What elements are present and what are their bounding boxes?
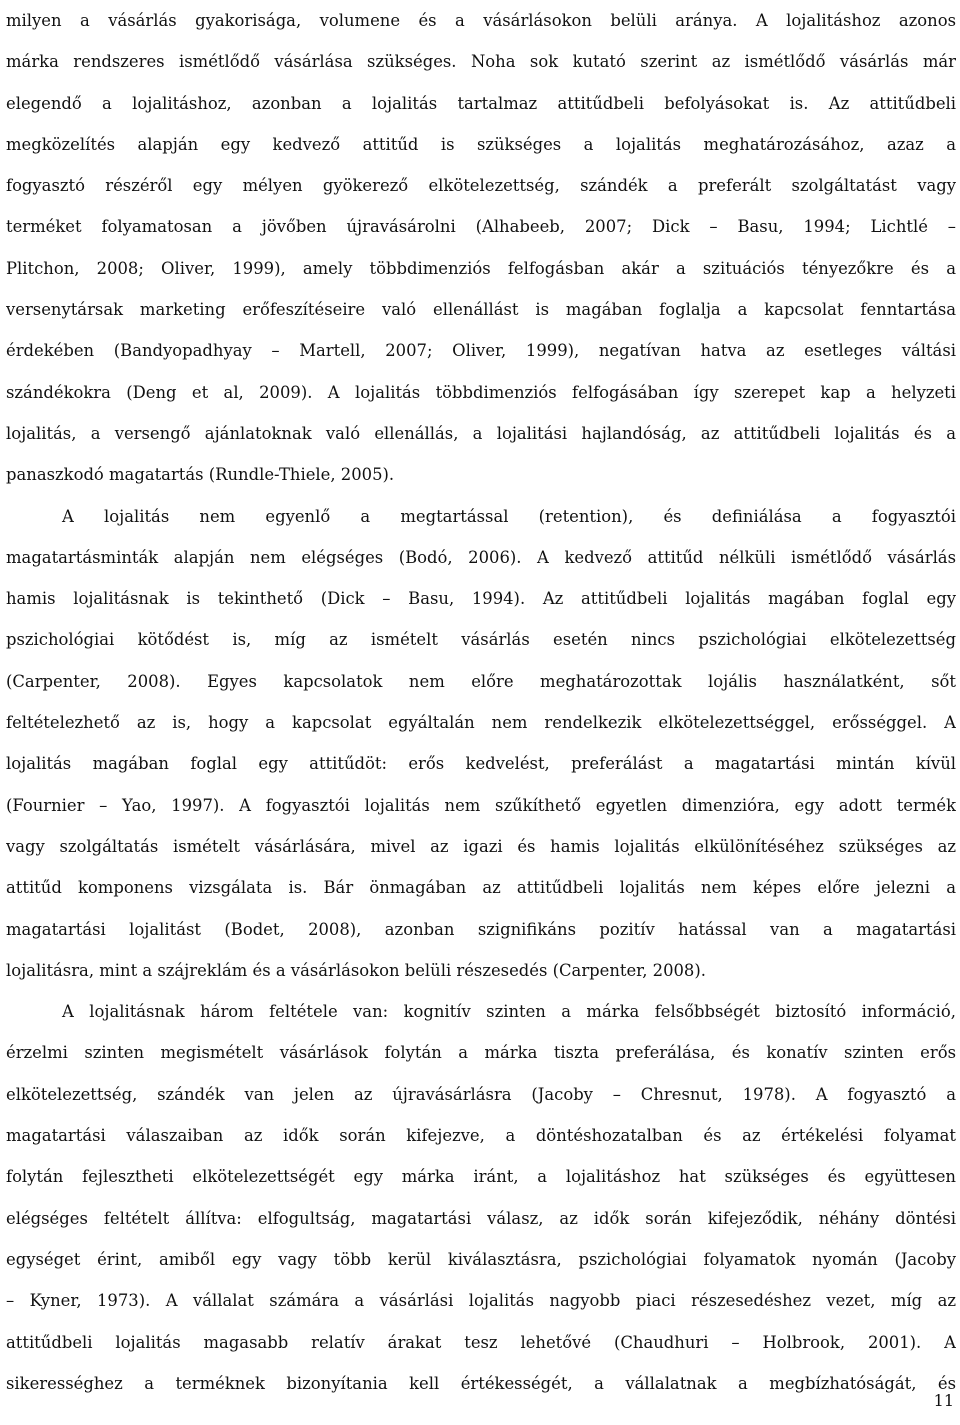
text-line: elégséges feltételt állítva: elfogultság, magatartási válasz, az idők során kifejeződik, néhány döntési: [6, 1208, 956, 1228]
text-line: érzelmi szinten megismételt vásárlások folytán a márka tiszta preferálása, és konatív szinten erős: [6, 1043, 956, 1063]
text-line: attitűd komponens vizsgálata is. Bár önmagában az attitűdbeli lojalitás nem képes előre jelezni a: [6, 878, 956, 898]
text-line: fogyasztó részéről egy mélyen gyökerező elkötelezettség, szándék a preferált szolgáltatást vagy: [6, 176, 956, 196]
text-line: magatartási lojalitást (Bodet, 2008), azonban szignifikáns pozitív hatással van a magatartási: [6, 919, 956, 939]
text-line: (Carpenter, 2008). Egyes kapcsolatok nem előre meghatározottak lojális használatként, sőt: [6, 671, 956, 691]
text-line: panaszkodó magatartás (Rundle-Thiele, 2005).: [6, 465, 395, 485]
text-line: lojalitásra, mint a szájreklám és a vásárlásokon belüli részesedés (Carpenter, 2008).: [6, 960, 706, 980]
page-number: 11: [933, 1391, 954, 1410]
text-line: magatartásminták alapján nem elégséges (Bodó, 2006). A kedvező attitűd nélküli ismétlődő vásárlás: [6, 547, 956, 567]
text-line: hamis lojalitásnak is tekinthető (Dick – Basu, 1994). Az attitűdbeli lojalitás magában foglal egy: [6, 589, 956, 609]
text-line: (Fournier – Yao, 1997). A fogyasztói lojalitás nem szűkíthető egyetlen dimenzióra, egy adott termék: [6, 795, 956, 815]
text-line: márka rendszeres ismétlődő vásárlása szükséges. Noha sok kutató szerint az ismétlődő vásárlás már: [6, 52, 956, 72]
text-line: szándékokra (Deng et al, 2009). A lojalitás többdimenziós felfogásában így szerepet kap a helyzeti: [6, 382, 956, 402]
text-line: elegendő a lojalitáshoz, azonban a lojalitás tartalmaz attitűdbeli befolyásokat is. Az attitűdbeli: [6, 93, 956, 113]
text-line: A lojalitásnak három feltétele van: kognitív szinten a márka felsőbbségét biztosító információ,: [62, 1002, 956, 1022]
text-line: versenytársak marketing erőfeszítéseire való ellenállást is magában foglalja a kapcsolat fenntartása: [6, 300, 956, 320]
text-line: vagy szolgáltatás ismételt vásárlására, mivel az igazi és hamis lojalitás elkülönítéséhez szükséges az: [6, 836, 956, 856]
text-line: megközelítés alapján egy kedvező attitűd is szükséges a lojalitás meghatározásához, azaz a: [6, 134, 956, 154]
text-line: pszichológiai kötődést is, míg az ismételt vásárlás esetén nincs pszichológiai elkötelezettség: [6, 630, 956, 650]
text-line: Plitchon, 2008; Oliver, 1999), amely többdimenziós felfogásban akár a szituációs tényezőkre és a: [6, 258, 956, 278]
paragraph-1: [6, 0, 956, 496]
paragraph-2: [6, 496, 956, 992]
text-line: lojalitás, a versengő ajánlatoknak való ellenállás, a lojalitási hajlandóság, az attitűdbeli lojalitás és a: [6, 423, 956, 443]
text-line: feltételezhető az is, hogy a kapcsolat egyáltalán nem rendelkezik elkötelezettséggel, erősséggel. A: [6, 713, 956, 733]
text-line: A lojalitás nem egyenlő a megtartással (retention), és definiálása a fogyasztói: [62, 506, 956, 526]
text-line: milyen a vásárlás gyakorisága, volumene és a vásárlásokon belüli aránya. A lojalitáshoz azonos: [6, 11, 956, 30]
text-line: elkötelezettség, szándék van jelen az újravásárlásra (Jacoby – Chresnut, 1978). A fogyasztó a: [6, 1084, 956, 1104]
text-line: sikerességhez a terméknek bizonyítania kell értékességét, a vállalatnak a megbízhatóságát, és: [6, 1373, 956, 1393]
text-line: magatartási válaszaiban az idők során kifejezve, a döntéshozatalban és az értékelési folyamat: [6, 1126, 956, 1146]
text-line: lojalitás magában foglal egy attitűdöt: erős kedvelést, preferálást a magatartási mintán kívül: [6, 754, 956, 774]
text-line: egységet érint, amiből egy vagy több kerül kiválasztásra, pszichológiai folyamatok nyomán (Jacoby: [6, 1249, 956, 1269]
text-line: terméket folyamatosan a jövőben újravásárolni (Alhabeeb, 2007; Dick – Basu, 1994; Lichtlé –: [6, 217, 956, 237]
body-text: [6, 0, 956, 1404]
paragraph-3: [6, 991, 956, 1404]
text-line: folytán fejlesztheti elkötelezettségét egy márka iránt, a lojalitáshoz hat szükséges és együttesen: [6, 1167, 956, 1187]
text-line: attitűdbeli lojalitás magasabb relatív árakat tesz lehetővé (Chaudhuri – Holbrook, 2001). A: [6, 1332, 956, 1352]
text-line: – Kyner, 1973). A vállalat számára a vásárlási lojalitás nagyobb piaci részesedéshez vezet, míg az: [6, 1291, 956, 1311]
text-line: érdekében (Bandyopadhyay – Martell, 2007; Oliver, 1999), negatívan hatva az esetleges váltási: [6, 341, 956, 361]
